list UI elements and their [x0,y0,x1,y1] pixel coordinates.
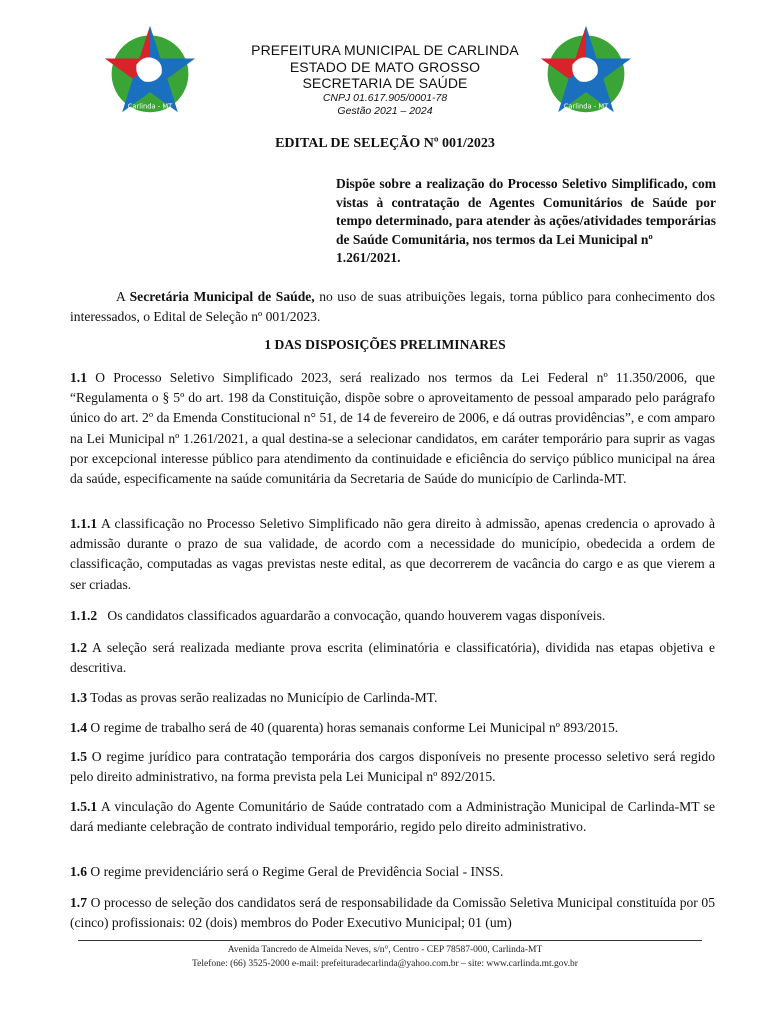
section-title: 1 DAS DISPOSIÇÕES PRELIMINARES [264,337,506,352]
intro-paragraph: A Secretária Municipal de Saúde, no uso de suas atribuições legais, torna público para conhecimento dos interessados, o Edital de Seleção nº 001/2023. [70,289,716,325]
clause-1-3: 1.3 Todas as provas serão realizadas no Município de Carlinda-MT. [70,690,438,705]
summary-text: Dispõe sobre a realização do Processo Seletivo Simplificado, com vistas à contratação de Agentes Comunitários de Saúde por tempo determinado, para atender às ações/atividades temporárias de Saúde Comunitária, nos termos da Lei Municipal nº [336,176,716,247]
administration-term: Gestão 2021 – 2024 [337,104,433,117]
summary-law-number: 1.261/2021. [336,250,401,266]
clause-1-5-1: 1.5.1 A vinculação do Agente Comunitário de Saúde contratado com a Administração Municipal de Carlinda-MT se dará mediante celebração de contrato individual temporário, regido pelo direito administrativo. [70,799,715,835]
department-name: SECRETARIA DE SAÚDE [302,75,468,91]
clause-1-1-1: 1.1.1 A classificação no Processo Seletivo Simplificado não gera direito à admissão, apenas credencia o aprovado à admissão durante o prazo de sua validade, de acordo com a necessidade do município, obedecida a ordem de classificação, computadas as vagas previstas neste edital, as que decorrerem de vacância do cargo e as que vierem a ser criadas. [70,516,715,592]
municipal-coat-of-arms-left [102,22,198,118]
letterhead [200,42,570,118]
svg-text:Carlinda - MT: Carlinda - MT [563,102,609,111]
clause-1-5: 1.5 O regime jurídico para contratação temporária dos cargos disponíveis no presente processo seletivo será regido pelo direito administrativo, na forma prevista pela Lei Municipal nº 892/2015. [70,749,715,785]
edital-title: EDITAL DE SELEÇÃO Nº 001/2023 [275,136,495,151]
state-name: ESTADO DE MATO GROSSO [289,58,481,75]
footer-address: Avenida Tancredo de Almeida Neves, s/n°, Centro - CEP 78587-000, Carlinda-MT [227,945,543,955]
city-hall-name: PREFEITURA MUNICIPAL DE CARLINDA [251,42,519,58]
footer-divider [78,940,702,941]
footer-contact: Telefone: (66) 3525-2000 e-mail: prefeituradecarlinda@yahoo.com.br – site: www.carlinda.mt.gov.br [192,959,578,969]
clause-1-2: 1.2 A seleção será realizada mediante prova escrita (eliminatória e classificatória), dividida nas etapas objetiva e descritiva. [70,640,715,676]
clause-1-4: 1.4 O regime de trabalho será de 40 (quarenta) horas semanais conforme Lei Municipal nº 893/2015. [70,720,619,735]
clause-1-7: 1.7 O processo de seleção dos candidatos será de responsabilidade da Comissão Seletiva Municipal constituída por 05 (cinco) profissionais: 02 (dois) membros do Poder Executivo Municipal; 01 (um) [70,895,715,931]
clause-1-1: 1.1 O Processo Seletivo Simplificado 2023, será realizado nos termos da Lei Federal nº 11.350/2006, que “Regulamenta o § 5º do art. 198 da Constituição, dispõe sobre o aproveitamento de pessoal amparado pelo parágrafo único do art. 2º da Emenda Constitucional n° 51, de 14 de fevereiro de 2006, e dá outras providências”, e com amparo na Lei Municipal nº 1.261/2021, a qual destina-se a selecionar candidatos, em caráter temporário para suprir as vagas por excepcional interesse público para atendimento da continuidade e eficiência do serviço público municipal na área da saúde, especificamente na saúde comunitária da Secretaria de Saúde do município de Carlinda-MT. [70,370,715,487]
secretary-name: Secretária Municipal de Saúde, [129,289,315,304]
cnpj-text: CNPJ 01.617.905/0001-78 [322,91,448,104]
svg-text:Carlinda - MT: Carlinda - MT [127,102,173,111]
edital-summary [336,175,716,268]
municipal-coat-of-arms-right [538,22,634,118]
clause-1-1-2: 1.1.2 Os candidatos classificados aguardarão a convocação, quando houverem vagas disponíveis. [70,608,606,623]
clause-1-6: 1.6 O regime previdenciário será o Regime Geral de Previdência Social - INSS. [70,864,504,879]
